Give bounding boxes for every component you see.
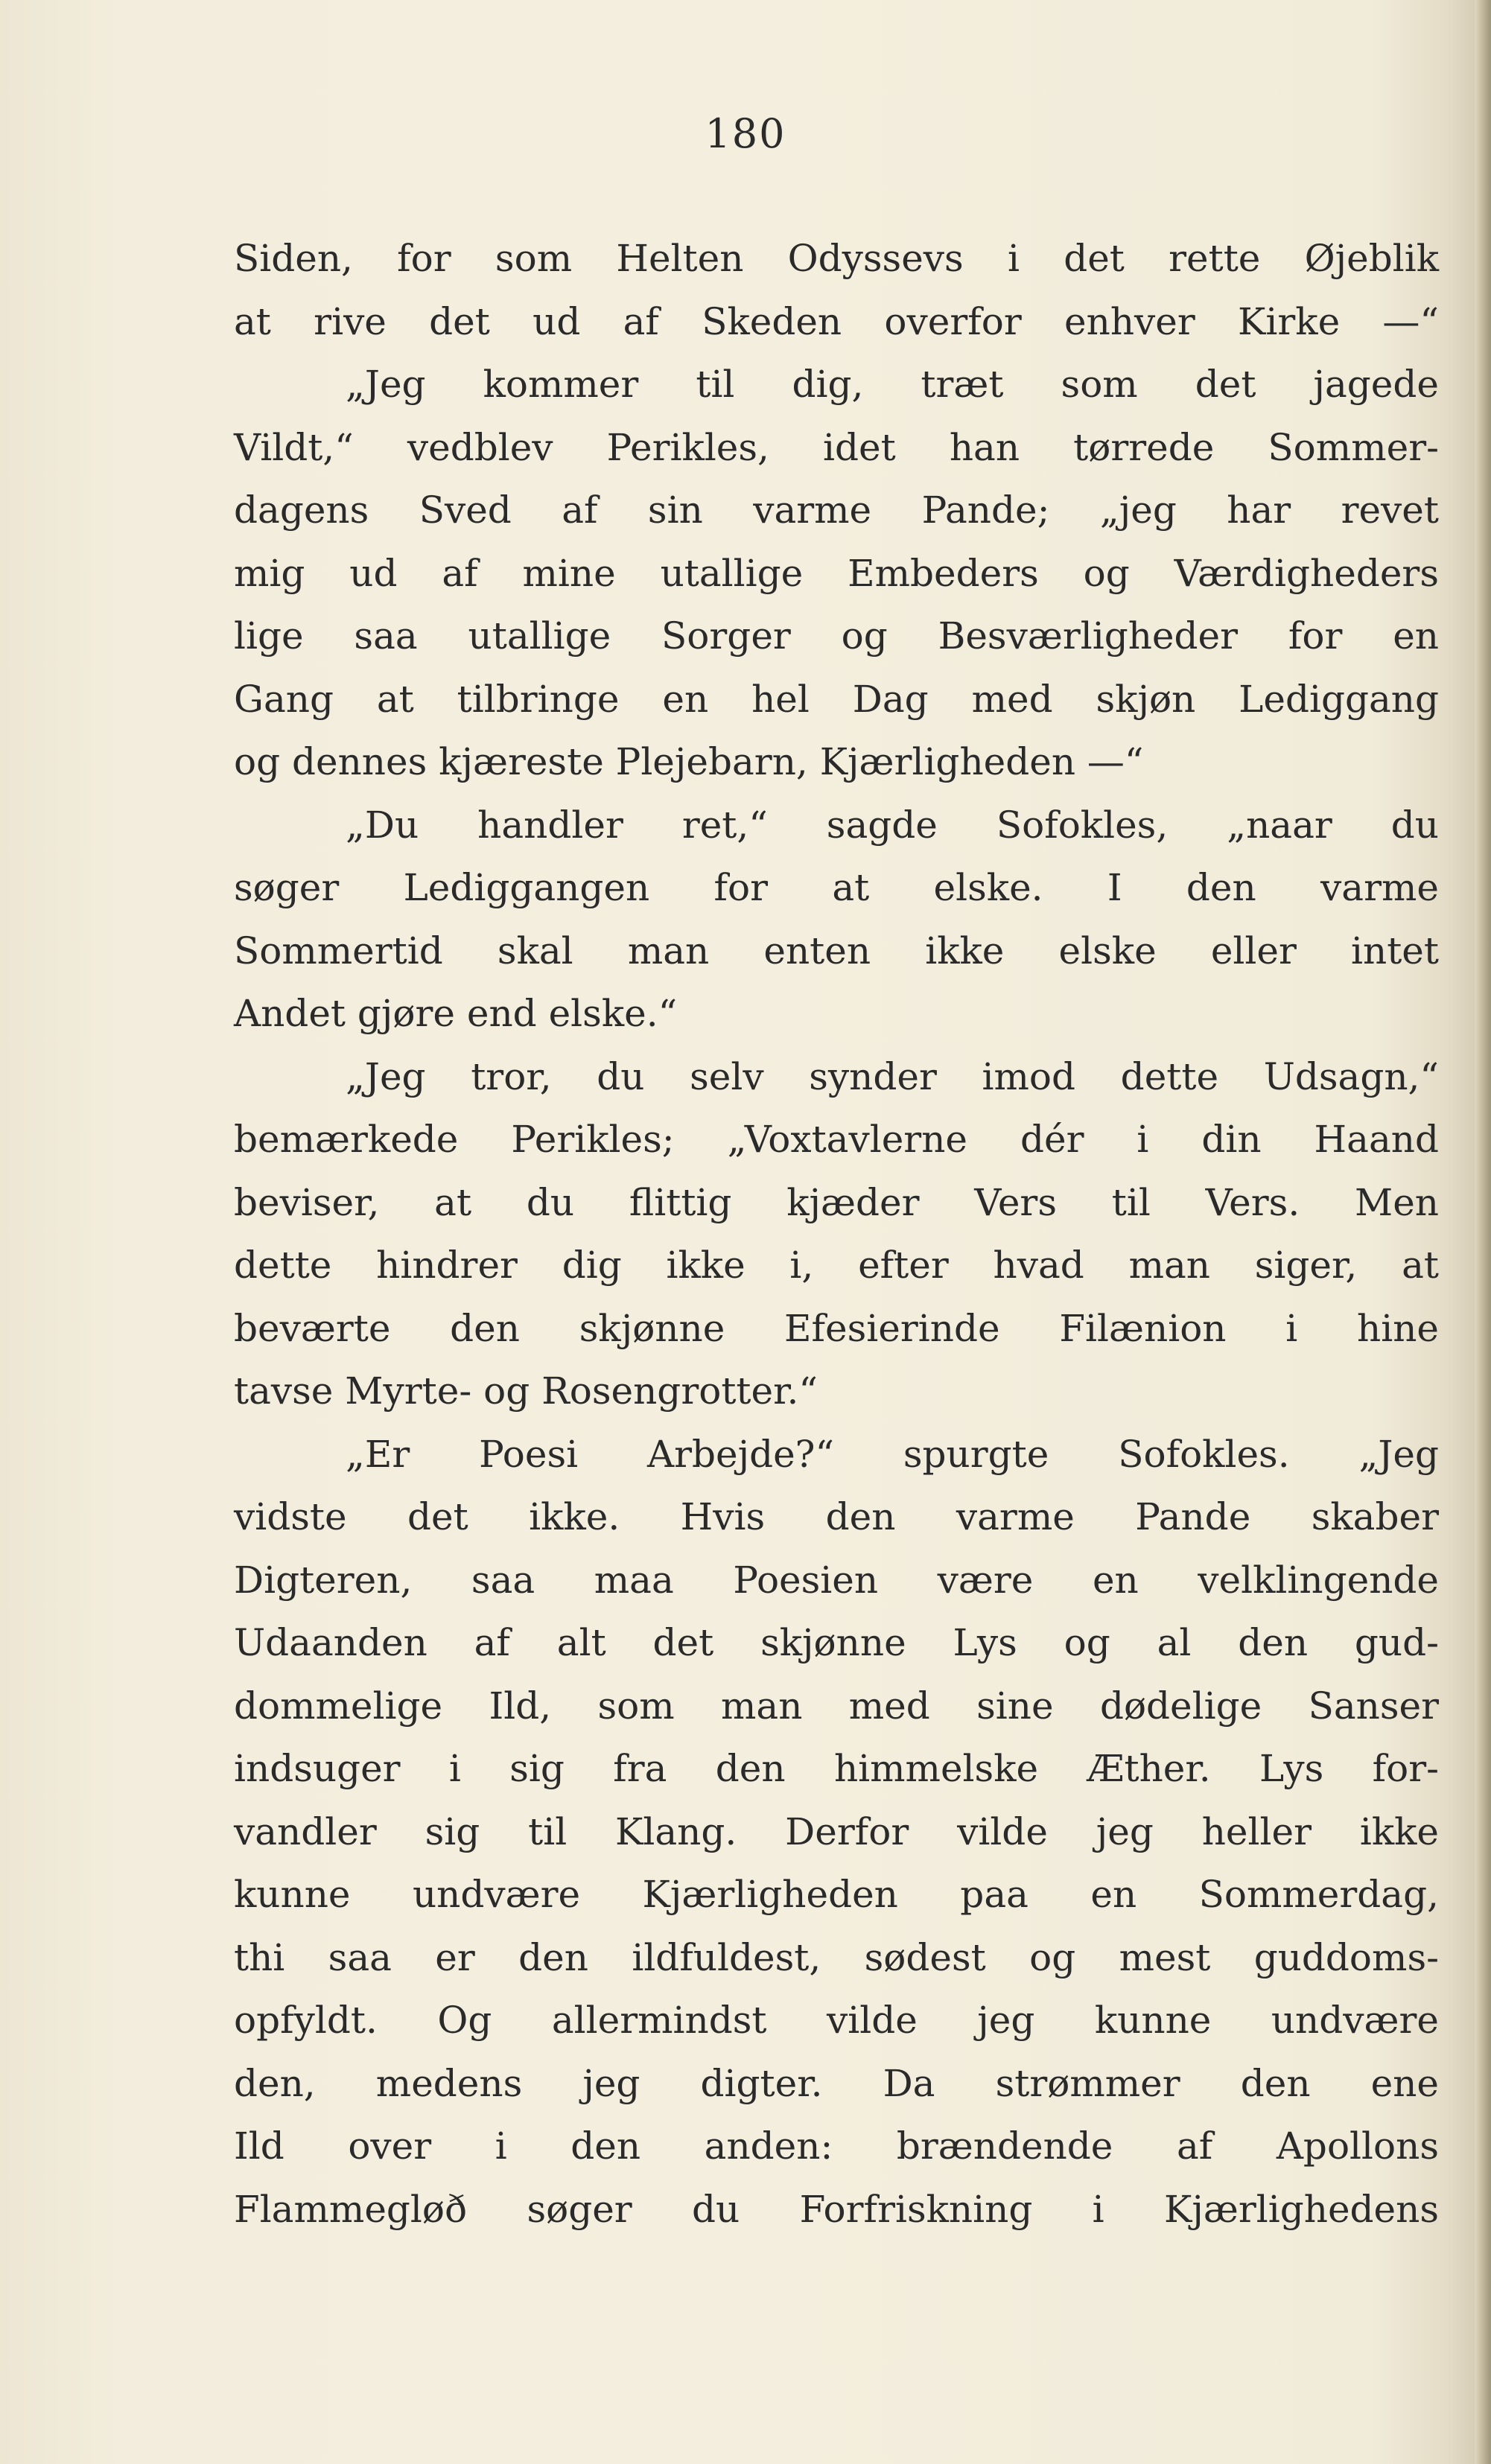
text-line: mig ud af mine utallige Embeders og Værdigheders	[234, 551, 1439, 595]
text-line: søger Lediggangen for at elske. I den varme	[234, 866, 1439, 909]
text-line: Vildt,“ vedblev Perikles, idet han tørrede Sommer-	[234, 425, 1439, 469]
body-text	[234, 227, 1439, 2241]
text-line: vandler sig til Klang. Derfor vilde jeg heller ikke	[234, 1809, 1439, 1853]
text-line: bemærkede Perikles; „Voxtavlerne dér i din Haand	[234, 1118, 1439, 1161]
text-line: „Du handler ret,“ sagde Sofokles, „naar du	[346, 803, 1439, 847]
text-line: Ild over i den anden: brændende af Apollons	[234, 2124, 1439, 2168]
page-number: 180	[705, 110, 786, 157]
text-line: lige saa utallige Sorger og Besværligheder for en	[234, 614, 1439, 658]
text-line: og dennes kjæreste Plejebarn, Kjærligheden —“	[234, 740, 1144, 783]
text-line: „Jeg tror, du selv synder imod dette Udsagn,“	[346, 1054, 1439, 1098]
text-line: indsuger i sig fra den himmelske Æther. Lys for-	[234, 1747, 1439, 1790]
text-line: Gang at tilbringe en hel Dag med skjøn Lediggang	[234, 677, 1439, 721]
text-line: den, medens jeg digter. Da strømmer den ene	[234, 2061, 1439, 2105]
text-line: tavse Myrte- og Rosengrotter.“	[234, 1369, 818, 1413]
text-line: thi saa er den ildfuldest, sødest og mest guddoms-	[234, 1935, 1439, 1979]
text-line: dette hindrer dig ikke i, efter hvad man siger, at	[234, 1244, 1439, 1287]
text-line: beviser, at du flittig kjæder Vers til Vers. Men	[234, 1180, 1439, 1224]
text-line: Sommertid skal man enten ikke elske eller intet	[234, 929, 1439, 972]
text-line: at rive det ud af Skeden overfor enhver Kirke —“	[234, 299, 1439, 343]
text-line: Andet gjøre end elske.“	[234, 992, 678, 1035]
page-edge	[1475, 0, 1491, 2464]
text-line: dommelige Ild, som man med sine dødelige Sanser	[234, 1684, 1439, 1728]
text-line: Digteren, saa maa Poesien være en velklingende	[234, 1558, 1439, 1602]
text-line: „Jeg kommer til dig, træt som det jagede	[346, 363, 1439, 406]
text-line: vidste det ikke. Hvis den varme Pande skaber	[234, 1495, 1439, 1538]
text-line: „Er Poesi Arbejde?“ spurgte Sofokles. „Jeg	[346, 1432, 1439, 1476]
text-line: opfyldt. Og allermindst vilde jeg kunne undvære	[234, 1999, 1439, 2042]
text-line: beværte den skjønne Efesierinde Filænion i hine	[234, 1306, 1439, 1350]
text-line: dagens Sved af sin varme Pande; „jeg har revet	[234, 488, 1439, 532]
text-line: Udaanden af alt det skjønne Lys og al den gud-	[234, 1621, 1439, 1664]
text-line: kunne undvære Kjærligheden paa en Sommerdag,	[234, 1873, 1439, 1916]
text-line: Flammegløð søger du Forfriskning i Kjærlighedens	[234, 2187, 1439, 2231]
text-line: Siden, for som Helten Odyssevs i det rette Øjeblik	[234, 237, 1439, 280]
